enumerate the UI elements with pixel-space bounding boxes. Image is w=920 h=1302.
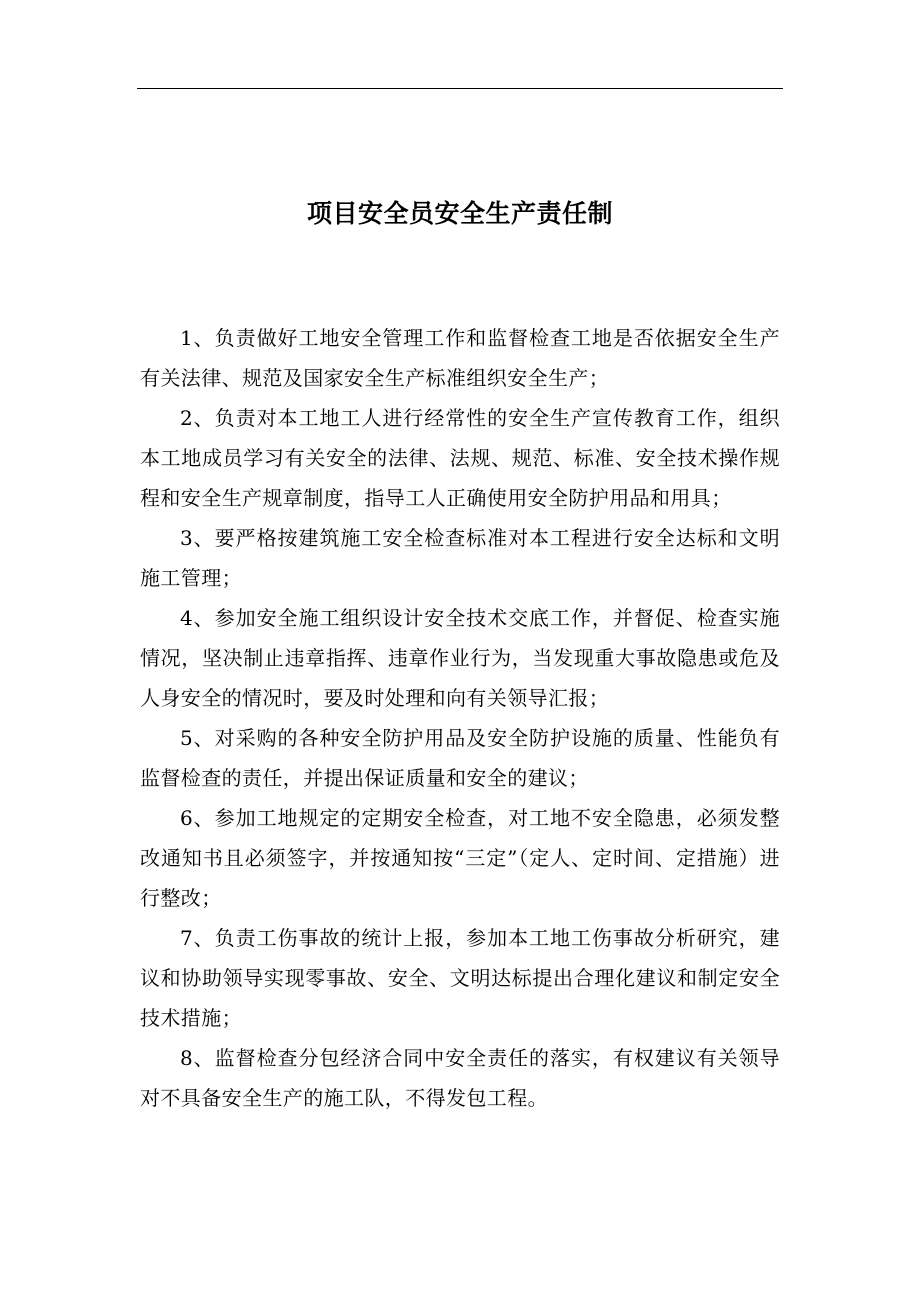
paragraph-6: 6、参加工地规定的定期安全检查，对工地不安全隐患，必须发整改通知书且必须签字，并按通知按“三定”（定人、定时间、定措施）进行整改； bbox=[140, 806, 780, 910]
paragraph-7: 7、负责工伤事故的统计上报，参加本工地工伤事故分析研究，建议和协助领导实现零事故、安全、文明达标提出合理化建议和制定安全技术措施； bbox=[140, 926, 780, 1030]
paragraph-5: 5、对采购的各种安全防护用品及安全防护设施的质量、性能负有监督检查的责任，并提出保证质量和安全的建议； bbox=[140, 726, 780, 790]
paragraph-3: 3、要严格按建筑施工安全检查标准对本工程进行安全达标和文明施工管理； bbox=[140, 526, 780, 590]
paragraph-4: 4、参加安全施工组织设计安全技术交底工作，并督促、检查实施情况，坚决制止违章指挥、违章作业行为，当发现重大事故隐患或危及人身安全的情况时，要及时处理和向有关领导汇报； bbox=[140, 606, 780, 710]
document-body bbox=[140, 318, 780, 1118]
paragraph-8: 8、监督检查分包经济合同中安全责任的落实，有权建议有关领导对不具备安全生产的施工队，不得发包工程。 bbox=[140, 1046, 780, 1110]
paragraph-1: 1、负责做好工地安全管理工作和监督检查工地是否依据安全生产有关法律、规范及国家安全生产标准组织安全生产； bbox=[140, 326, 780, 390]
paragraph-2: 2、负责对本工地工人进行经常性的安全生产宣传教育工作，组织本工地成员学习有关安全的法律、法规、规范、标准、安全技术操作规程和安全生产规章制度，指导工人正确使用安全防护用品和用具； bbox=[140, 406, 780, 510]
header-rule bbox=[137, 88, 783, 89]
document-title: 项目安全员安全生产责任制 bbox=[306, 199, 613, 228]
